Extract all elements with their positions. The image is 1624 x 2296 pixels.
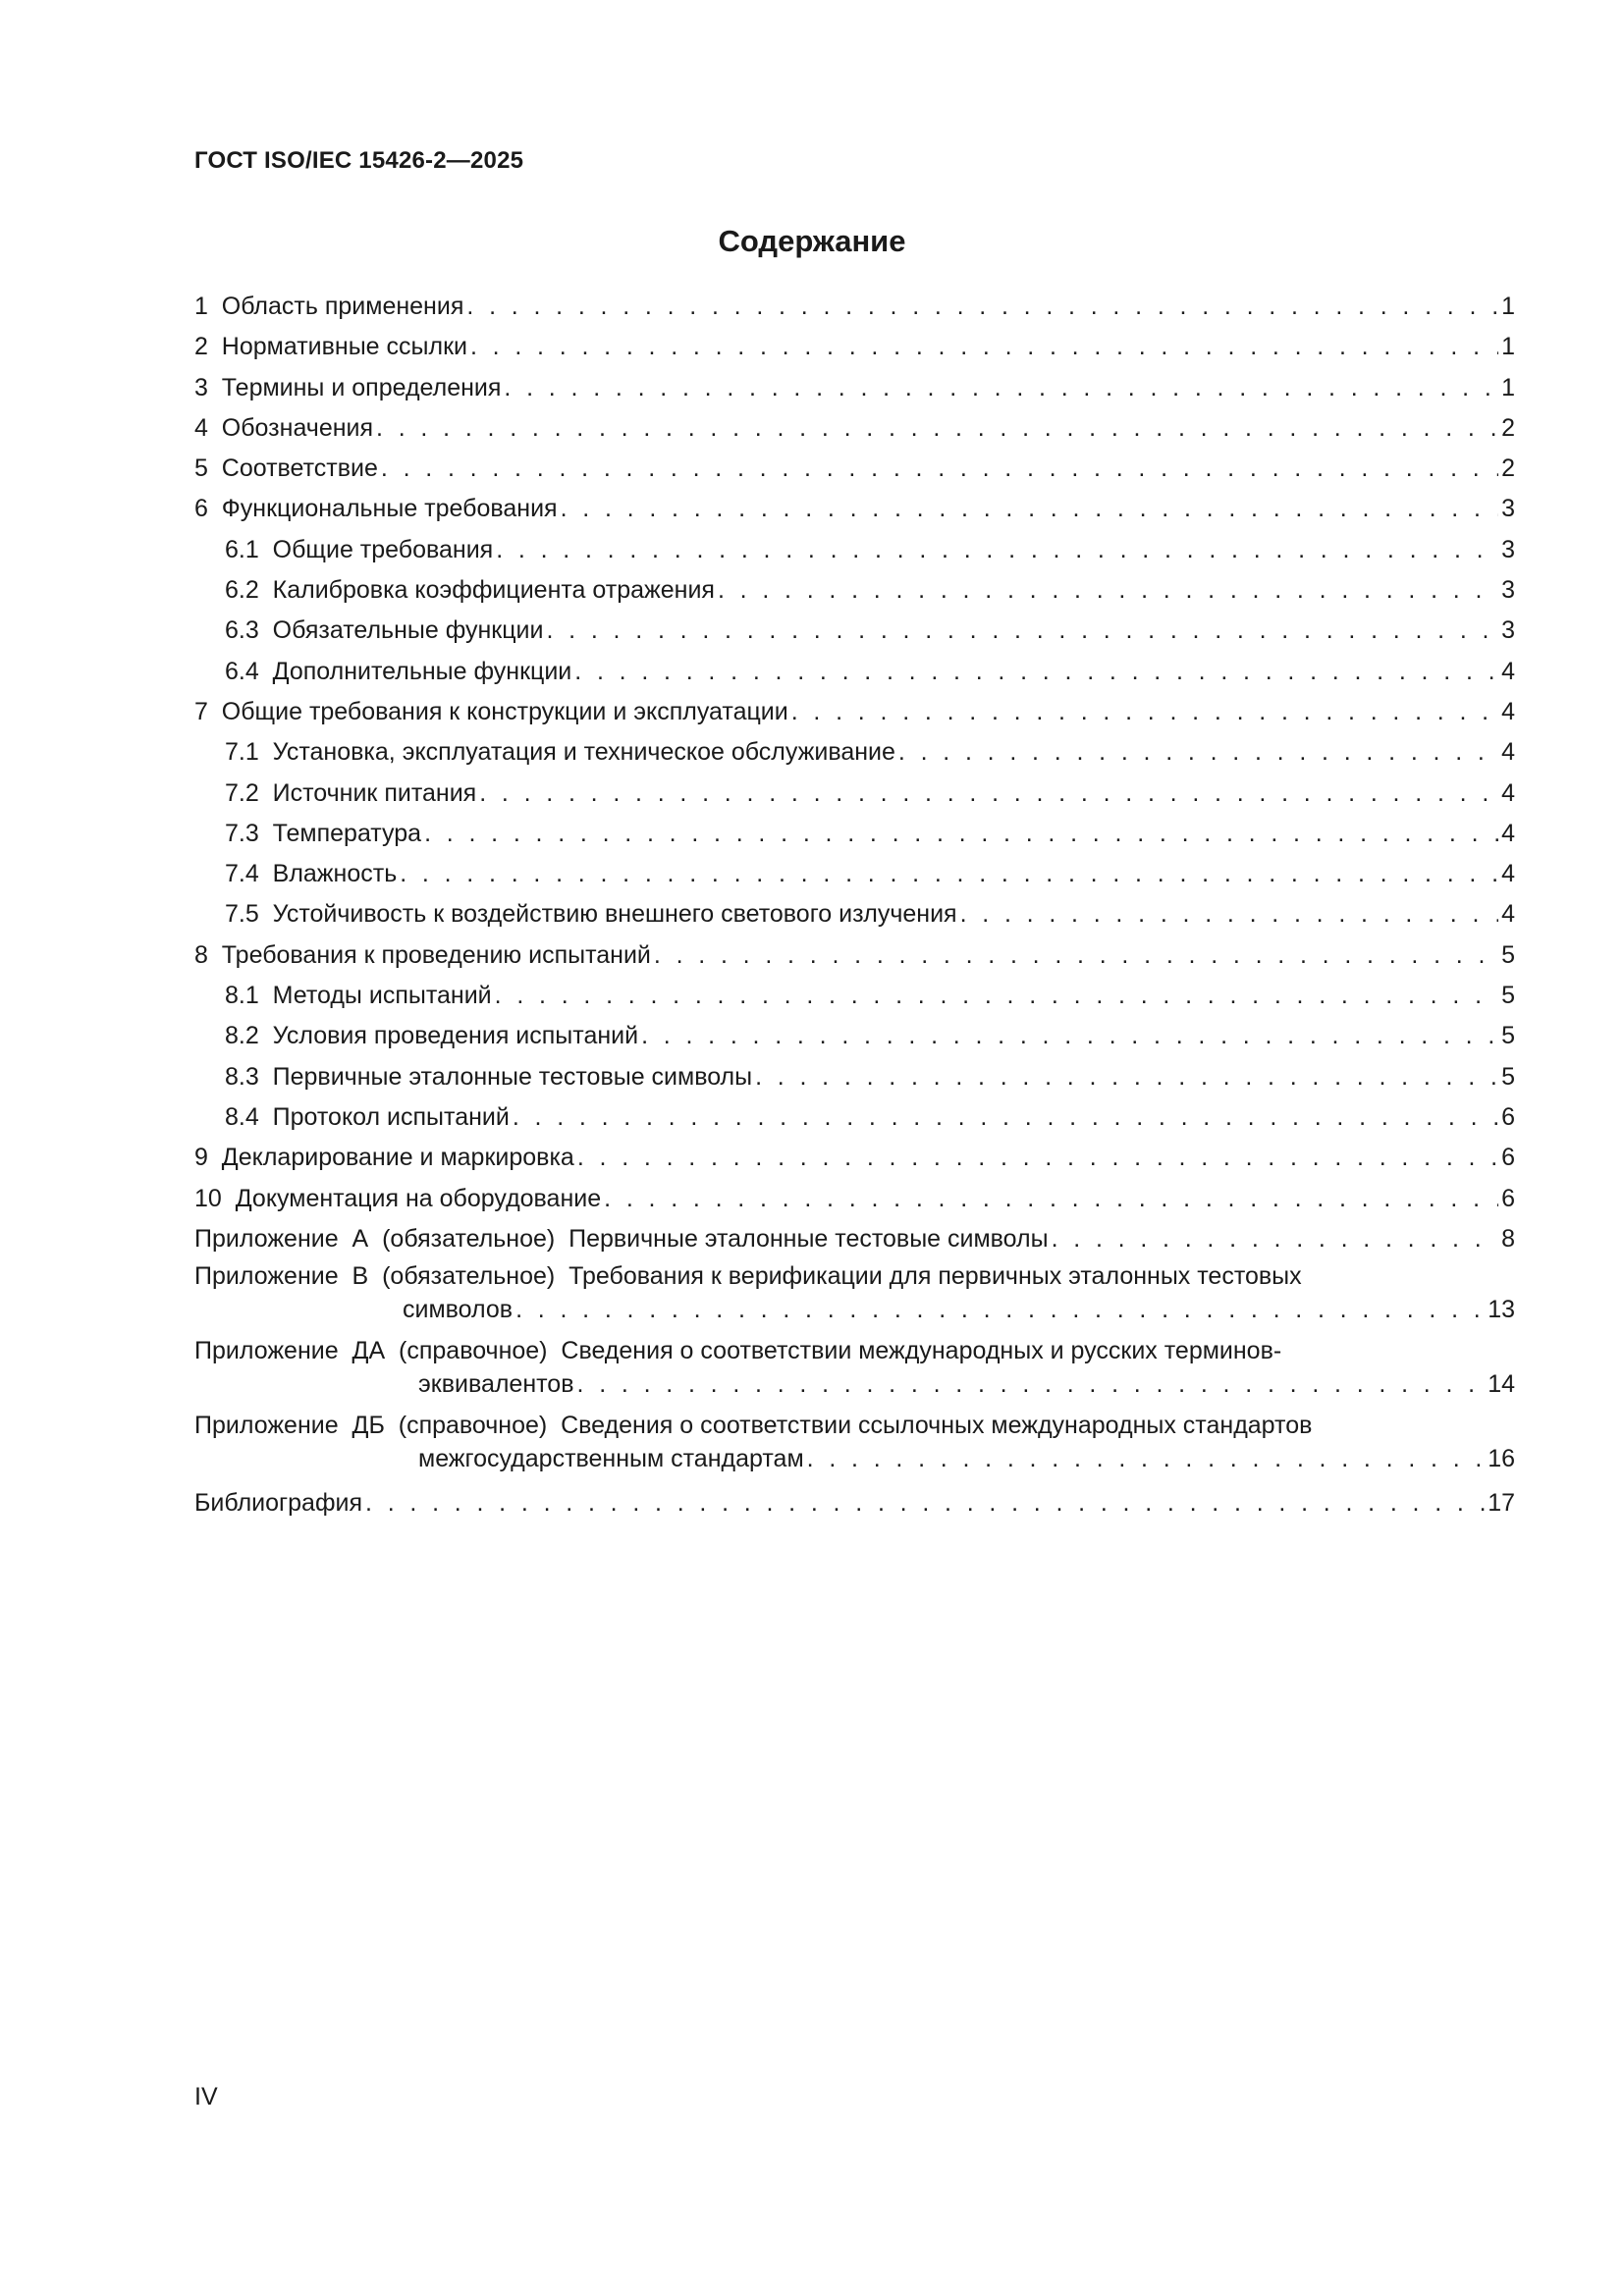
toc-entry-label: Приложение А (обязательное) Первичные эталонные тестовые символы	[194, 1224, 1049, 1253]
toc-entry-label: 1 Область применения	[194, 293, 464, 320]
toc-annex-title-line: Приложение ДА (справочное) Сведения о соответствии международных и русских терминов-	[194, 1337, 1282, 1365]
toc-entry-page: 4	[1501, 697, 1515, 725]
toc-entry-label: 7.1 Установка, эксплуатация и техническое обслуживание	[225, 738, 895, 767]
dot-leader	[424, 814, 1498, 854]
toc-entry-label: 6.3 Обязательные функции	[225, 616, 544, 645]
toc-entry[interactable]	[194, 1179, 1515, 1219]
toc-subentry[interactable]	[194, 814, 1515, 854]
toc-subentry[interactable]	[194, 652, 1515, 692]
dot-leader	[381, 449, 1498, 489]
toc-entry-label: 6.2 Калибровка коэффициента отражения	[225, 576, 715, 605]
toc-entry-label: 7 Общие требования к конструкции и эксплуатации	[194, 697, 788, 725]
toc-entry-page: 6	[1501, 1102, 1515, 1131]
toc-entry-page: 1	[1501, 293, 1515, 320]
toc-entry[interactable]	[194, 489, 1515, 529]
dot-leader	[755, 1057, 1498, 1097]
dot-leader	[604, 1179, 1498, 1219]
toc-entry-page: 4	[1501, 860, 1515, 888]
dot-leader	[641, 1016, 1498, 1056]
dot-leader	[496, 530, 1498, 570]
toc-subentry[interactable]	[194, 530, 1515, 570]
dot-leader	[513, 1097, 1498, 1138]
toc-entry-label: 8.4 Протокол испытаний	[225, 1102, 510, 1131]
toc-entry-page: 5	[1501, 982, 1515, 1010]
toc-entry-page: 5	[1501, 940, 1515, 969]
toc-entry-page: 5	[1501, 1062, 1515, 1091]
toc-entry-page: 5	[1501, 1022, 1515, 1050]
dot-leader	[574, 652, 1498, 692]
dot-leader	[515, 1293, 1485, 1326]
toc-entry-page: 4	[1501, 819, 1515, 847]
dot-leader	[577, 1138, 1498, 1178]
toc-entry[interactable]	[194, 287, 1515, 327]
toc-entry-label: 8.3 Первичные эталонные тестовые символы	[225, 1062, 753, 1091]
dot-leader	[898, 732, 1498, 773]
toc-subentry[interactable]	[194, 854, 1515, 894]
toc-entry-label: Библиография	[194, 1489, 363, 1518]
toc-entry-label: 7.3 Температура	[225, 819, 422, 847]
toc-entry-label: 7.4 Влажность	[225, 860, 398, 888]
toc-entry-label: 8 Требования к проведению испытаний	[194, 940, 651, 969]
toc-entry-label: 2 Нормативные ссылки	[194, 333, 467, 361]
toc-entry[interactable]	[194, 692, 1515, 732]
toc-entry-page: 1	[1501, 333, 1515, 361]
toc-subentry[interactable]	[194, 570, 1515, 611]
dot-leader	[791, 692, 1498, 732]
document-code: ГОСТ ISO/IEC 15426-2—2025	[194, 147, 524, 174]
dot-leader	[654, 935, 1498, 976]
toc-entry-page: 3	[1501, 616, 1515, 645]
toc-entry-page: 14	[1488, 1370, 1515, 1399]
toc-subentry[interactable]	[194, 1097, 1515, 1138]
toc-entry[interactable]	[194, 408, 1515, 449]
dot-leader	[718, 570, 1498, 611]
toc-entry[interactable]	[194, 368, 1515, 408]
dot-leader	[561, 489, 1499, 529]
toc-entry-page: 6	[1501, 1144, 1515, 1172]
toc-entry-annex-db[interactable]	[194, 1409, 1515, 1475]
toc-entry[interactable]	[194, 935, 1515, 976]
dot-leader	[546, 611, 1498, 651]
toc-entry[interactable]	[194, 1138, 1515, 1178]
dot-leader	[376, 408, 1498, 449]
toc-annex-title-line: Приложение ДБ (справочное) Сведения о соответствии ссылочных международных стандартов	[194, 1412, 1313, 1440]
dot-leader	[400, 854, 1498, 894]
toc-entry-label: 3 Термины и определения	[194, 373, 502, 401]
toc-entry-page: 4	[1501, 657, 1515, 685]
toc-entry-label: 8.1 Методы испытаний	[225, 982, 492, 1010]
toc-entry-label: 6.4 Дополнительные функции	[225, 657, 572, 685]
toc-entry-label: 7.2 Источник питания	[225, 778, 477, 807]
toc-entry-label: 6.1 Общие требования	[225, 535, 494, 563]
toc-annex-title-continuation: эквивалентов	[418, 1370, 574, 1399]
dot-leader	[807, 1442, 1486, 1475]
toc-annex-title-continuation: межгосударственным стандартам	[418, 1445, 804, 1473]
toc-entry-page: 3	[1501, 576, 1515, 605]
toc-entry[interactable]	[194, 449, 1515, 489]
dot-leader	[479, 774, 1498, 814]
toc-annex-title-line: Приложение В (обязательное) Требования к верификации для первичных эталонных тестовых	[194, 1262, 1302, 1291]
toc-entry-annex-b[interactable]	[194, 1259, 1515, 1326]
toc-entry-label: 5 Соответствие	[194, 454, 378, 483]
toc-subentry[interactable]	[194, 732, 1515, 773]
dot-leader	[365, 1483, 1485, 1523]
toc-entry-page: 6	[1501, 1184, 1515, 1212]
dot-leader	[960, 894, 1499, 934]
toc-entry-page: 2	[1501, 454, 1515, 483]
toc-entry-page: 17	[1488, 1489, 1515, 1518]
toc-entry-label: 6 Функциональные требования	[194, 495, 558, 523]
toc-entry-label: 7.5 Устойчивость к воздействию внешнего светового излучения	[225, 900, 957, 929]
table-of-contents	[194, 287, 1515, 1523]
toc-entry-page: 2	[1501, 413, 1515, 442]
page-number: IV	[194, 2083, 218, 2110]
toc-entry-annex-a[interactable]	[194, 1219, 1515, 1259]
dot-leader	[1052, 1219, 1499, 1259]
toc-entry-page: 4	[1501, 738, 1515, 767]
toc-subentry[interactable]	[194, 611, 1515, 651]
toc-entry-label: 10 Документация на оборудование	[194, 1184, 602, 1212]
dot-leader	[577, 1367, 1486, 1401]
dot-leader	[495, 976, 1498, 1016]
dot-leader	[470, 327, 1498, 367]
toc-entry-bibliography[interactable]	[194, 1483, 1515, 1523]
dot-leader	[504, 368, 1498, 408]
dot-leader	[466, 287, 1498, 327]
toc-subentry[interactable]	[194, 1016, 1515, 1056]
toc-entry-annex-da[interactable]	[194, 1334, 1515, 1401]
toc-entry-label: 8.2 Условия проведения испытаний	[225, 1022, 639, 1050]
toc-entry-page: 3	[1501, 535, 1515, 563]
toc-entry-label: 4 Обозначения	[194, 413, 374, 442]
toc-title: Содержание	[718, 224, 906, 258]
toc-entry-page: 3	[1501, 495, 1515, 523]
toc-entry-page: 16	[1488, 1445, 1515, 1473]
toc-entry-page: 1	[1501, 373, 1515, 401]
toc-entry[interactable]	[194, 327, 1515, 367]
toc-subentry[interactable]	[194, 976, 1515, 1016]
toc-subentry[interactable]	[194, 774, 1515, 814]
toc-entry-page: 4	[1501, 900, 1515, 929]
toc-annex-title-continuation: символов	[403, 1296, 514, 1324]
toc-subentry[interactable]	[194, 894, 1515, 934]
toc-entry-page: 8	[1501, 1224, 1515, 1253]
toc-entry-page: 13	[1488, 1296, 1515, 1324]
toc-entry-label: 9 Декларирование и маркировка	[194, 1144, 574, 1172]
toc-subentry[interactable]	[194, 1057, 1515, 1097]
toc-entry-page: 4	[1501, 778, 1515, 807]
